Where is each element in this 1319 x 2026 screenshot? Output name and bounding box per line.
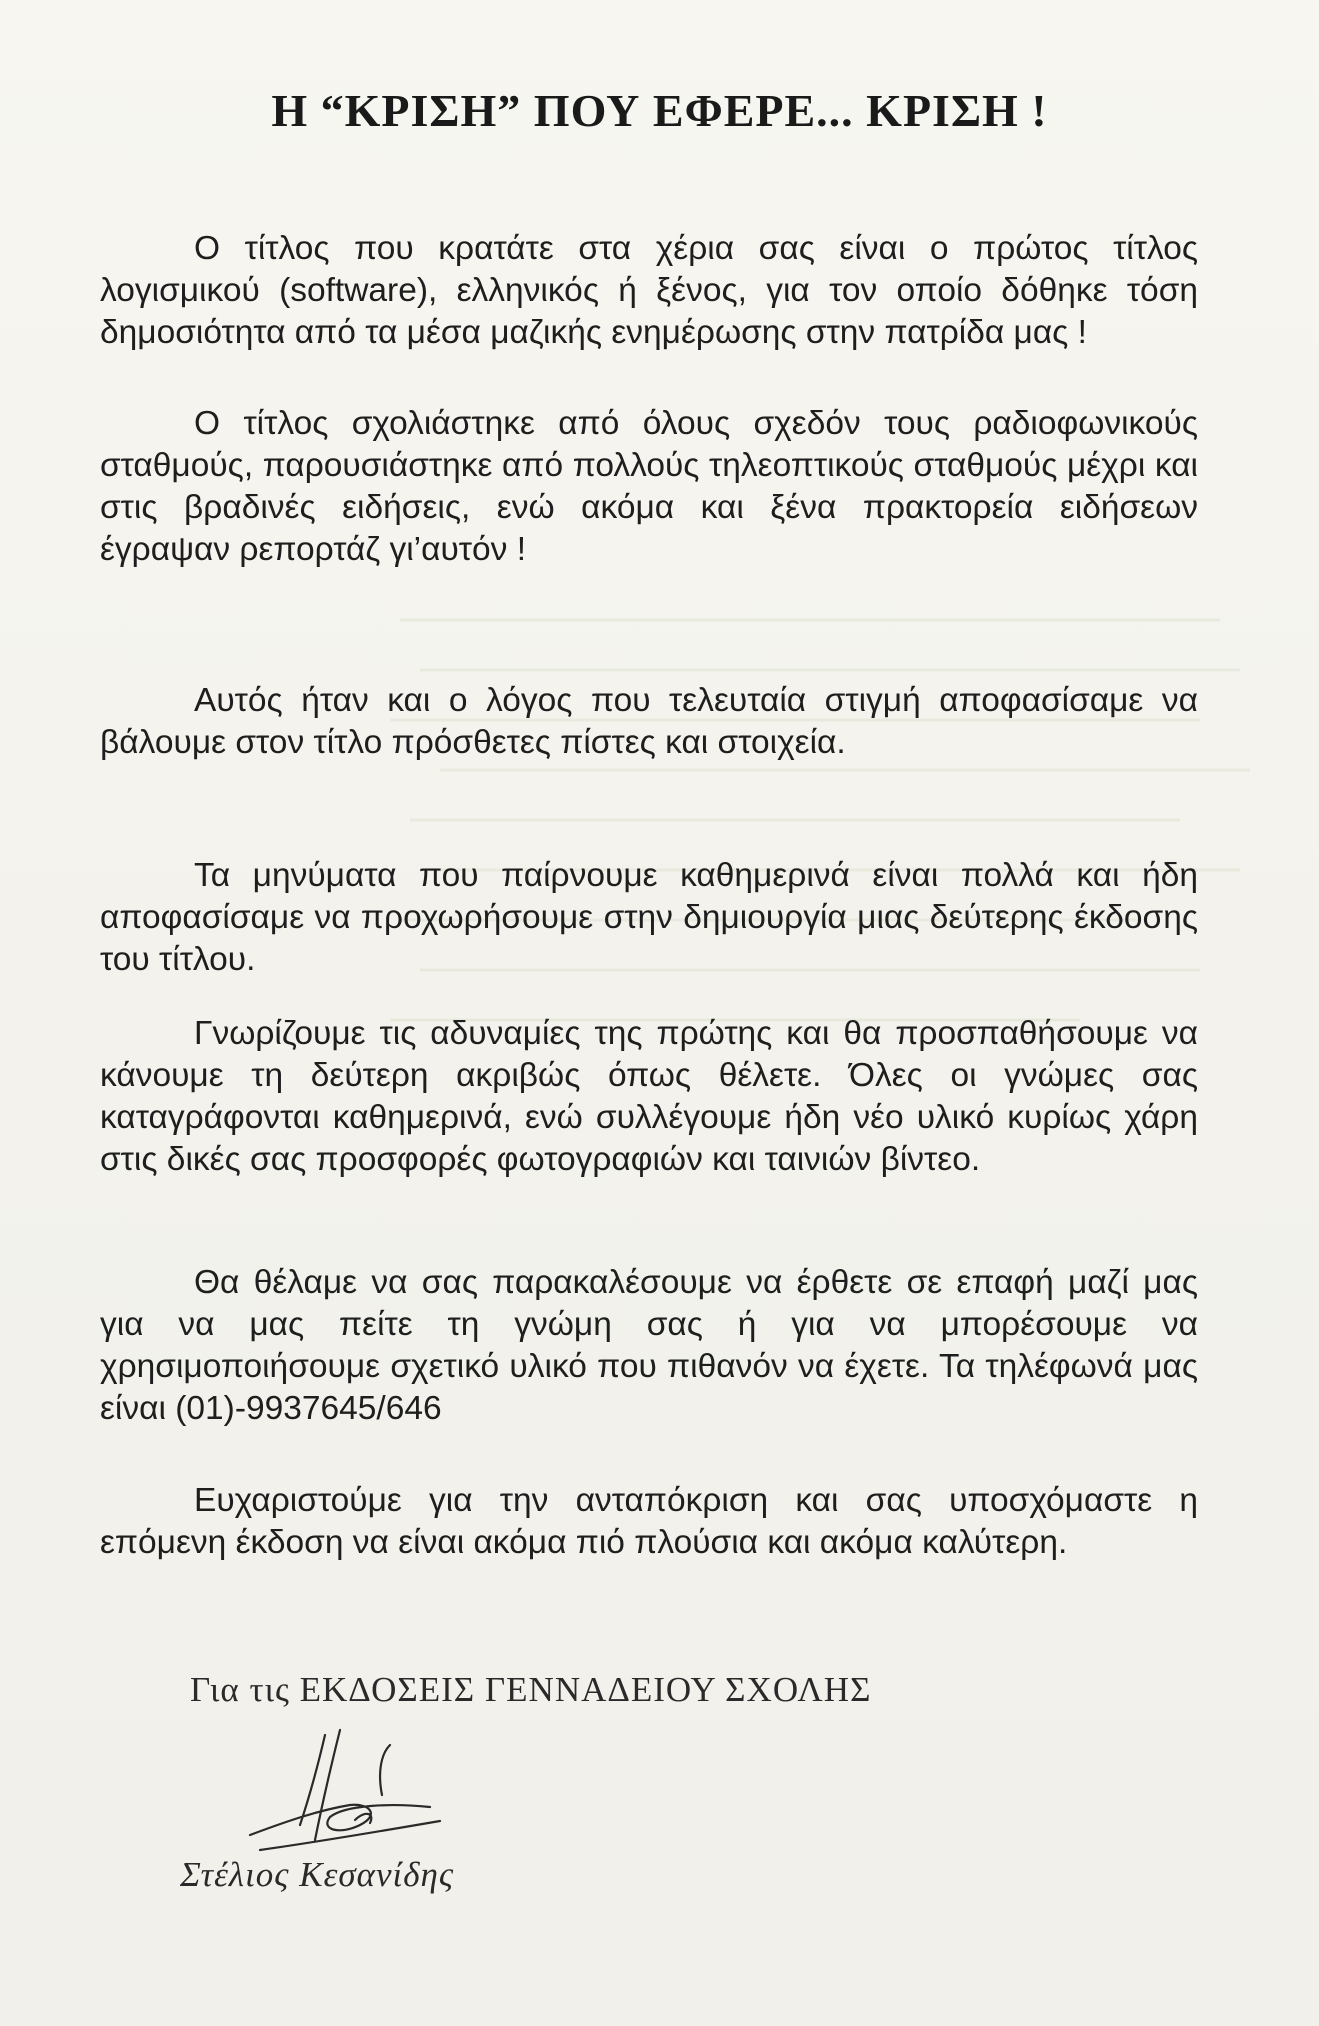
bleed-through-lines [380,600,1260,1060]
paragraph-second-edition [100,855,1198,981]
paragraph-text: Ευχαριστούμε για την ανταπόκριση και σας υποσχόμαστε η επόμενη έκδοση να είναι ακόμα πιό πλούσια και ακόμα καλύτερη. [100,1482,1198,1561]
paragraph-text: Γνωρίζουμε τις αδυναμίες της πρώτης και θα προσπαθήσουμε να κάνουμε τη δεύτερη ακριβώς όπως θέλετε. Όλες οι γνώμες σας καταγράφονται καθημερινά, ενώ συλλέγουμε ήδη νέο υλικό κυρίως χάρη στις δικές σας προσφορές φωτογραφιών και ταινιών βίντεο. [100,1015,1198,1178]
paragraph-intro [100,228,1198,354]
paragraph-text: Ο τίτλος σχολιάστηκε από όλους σχεδόν τους ραδιοφωνικούς σταθμούς, παρουσιάστηκε από πολλούς τηλεοπτικούς σταθμούς μέχρι και στις βραδινές ειδήσεις, ενώ ακόμα και ξένα πρακτορεία ειδήσεων έγραψαν ρεπορτάζ γι’αυτόν ! [100,405,1198,568]
paragraph-text: Τα μηνύματα που παίρνουμε καθημερινά είναι πολλά και ήδη αποφασίσαμε να προχωρήσουμε στην δημιουργία μιας δεύτερης έκδοσης του τίτλου. [100,857,1198,978]
signer-name: Στέλιος Κεσανίδης [180,1855,455,1894]
paragraph-media-coverage [100,403,1198,571]
paragraph-text: Ο τίτλος που κρατάτε στα χέρια σας είναι ο πρώτος τίτλος λογισμικού (software), ελληνικός ή ξένος, για τον οποίο δόθηκε τόση δημοσιότητα από τα μέσα μαζικής ενημέρωσης στην πατρίδα μας ! [100,230,1198,351]
handwritten-signature-icon [230,1725,490,1865]
paragraph-contact [100,1262,1198,1430]
paragraph-text: Αυτός ήταν και ο λόγος που τελευταία στιγμή αποφασίσαμε να βάλουμε στον τίτλο πρόσθετες πίστες και στοιχεία. [100,682,1198,761]
paragraph-text: Θα θέλαμε να σας παρακαλέσουμε να έρθετε σε επαφή μαζί μας για να μας πείτε τη γνώμη σας ή για να μπορέσουμε να χρησιμοποιήσουμε σχετικό υλικό που πιθανόν να έχετε. Τα τηλέφωνά μας είναι (01)-9937645/646 [100,1264,1198,1427]
paragraph-extra-levels [100,680,1198,764]
signoff-organization: Για τις ΕΚΔΟΣΕΙΣ ΓΕΝΝΑΔΕΙΟΥ ΣΧΟΛΗΣ [190,1670,872,1709]
paragraph-thanks [100,1480,1198,1564]
paragraph-weaknesses [100,1013,1198,1181]
document-title: Η “ΚΡΙΣΗ” ΠΟΥ ΕΦΕΡΕ... ΚΡΙΣΗ ! [271,85,1048,136]
